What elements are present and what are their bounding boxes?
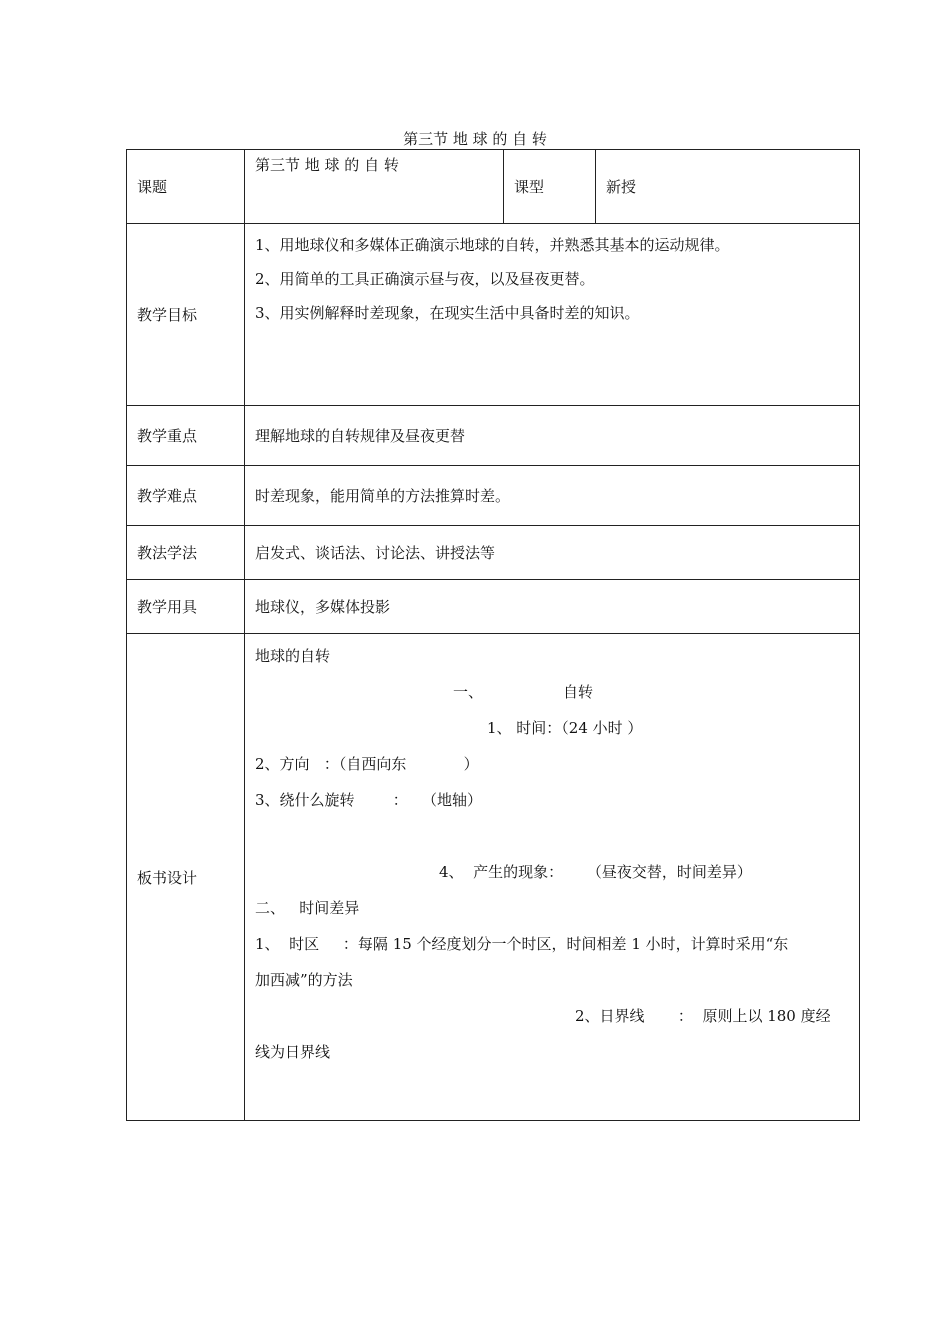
board-design-content: [245, 634, 860, 1121]
board-spacer: [255, 818, 859, 854]
label-lesson-type: 课型: [504, 150, 596, 224]
methods-value: 启发式、谈话法、讨论法、讲授法等: [245, 526, 860, 580]
board-section-2: 二、 时间差异: [255, 899, 360, 917]
label-difficulties: 教学难点: [127, 466, 245, 526]
board-item-phenomenon: 4、 产生的现象： （昼夜交替，时间差异）: [439, 863, 752, 881]
label-board-design: 板书设计: [127, 634, 245, 1121]
difficulties-value: 时差现象，能用简单的方法推算时差。: [245, 466, 860, 526]
goal-item: 3、用实例解释时差现象，在现实生活中具备时差的知识。: [255, 304, 640, 322]
lesson-type-value: 新授: [596, 150, 860, 224]
row-difficulties: [127, 466, 860, 526]
goals-list: [245, 224, 860, 406]
lesson-plan-table: [126, 149, 860, 1121]
key-points-value: 理解地球的自转规律及昼夜更替: [245, 406, 860, 466]
label-key-points: 教学重点: [127, 406, 245, 466]
section-1-number: 一、: [453, 683, 484, 701]
row-key-points: [127, 406, 860, 466]
board-heading: 地球的自转: [255, 647, 331, 665]
row-goals: [127, 224, 860, 406]
topic-value: 第三节 地 球 的 自 转: [245, 150, 504, 224]
board-item-time-zone-cont: 加西减”的方法: [255, 971, 353, 989]
row-board-design: [127, 634, 860, 1121]
board-section-1: [255, 674, 859, 710]
label-tools: 教学用具: [127, 580, 245, 634]
row-topic: [127, 150, 860, 224]
label-goals: 教学目标: [127, 224, 245, 406]
section-1-title: 自转: [563, 683, 594, 701]
goal-item: 2、用简单的工具正确演示昼与夜，以及昼夜更替。: [255, 270, 595, 288]
goal-item: 1、用地球仪和多媒体正确演示地球的自转，并熟悉其基本的运动规律。: [255, 236, 730, 254]
row-methods: [127, 526, 860, 580]
board-item-time-zone: 1、 时区 ：每隔 15 个经度划分一个时区，时间相差 1 小时，计算时采用“东: [255, 935, 789, 953]
board-item-date-line-cont: 线为日界线: [255, 1043, 331, 1061]
board-item-direction: 2、方向 ：（自西向东 ）: [255, 755, 479, 773]
board-item-date-line: 2、日界线 ： 原则上以 180 度经: [575, 1007, 831, 1025]
board-item-axis: 3、绕什么旋转 ： （地轴）: [255, 791, 482, 809]
label-topic: 课题: [127, 150, 245, 224]
page-title: 第三节 地 球 的 自 转: [403, 130, 547, 148]
tools-value: 地球仪，多媒体投影: [245, 580, 860, 634]
row-tools: [127, 580, 860, 634]
board-item-time: 1、 时间：（24 小时 ）: [487, 719, 643, 737]
label-methods: 教法学法: [127, 526, 245, 580]
